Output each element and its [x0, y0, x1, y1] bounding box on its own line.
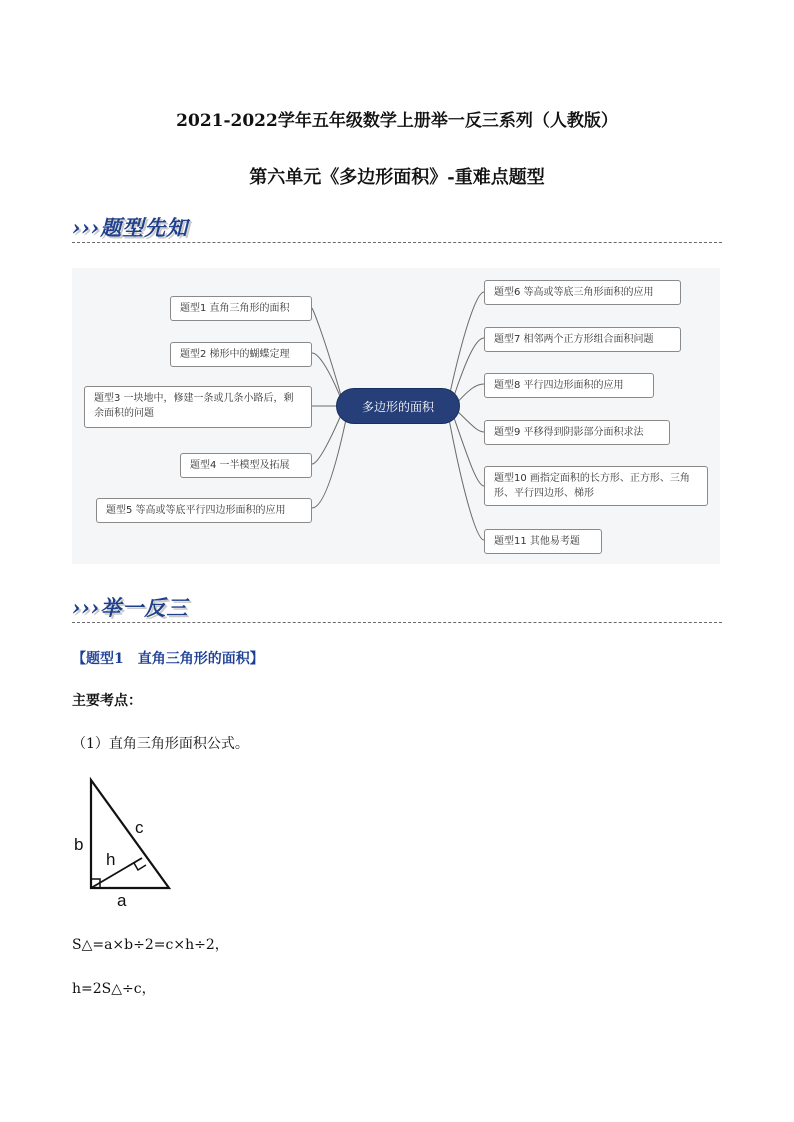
topic-node-10: 题型10 画指定面积的长方形、正方形、三角形、平行四边形、梯形 [484, 466, 708, 506]
topic-heading: 【题型1 直角三角形的面积】 [72, 651, 264, 667]
topic-node-1: 题型1 直角三角形的面积 [170, 296, 312, 321]
connector-left-1 [312, 308, 344, 406]
topic-node-2: 题型2 梯形中的蝴蝶定理 [170, 342, 312, 367]
section-label: ›››举一反三 [72, 595, 189, 620]
connector-left-5 [312, 410, 348, 508]
mind-map-center: 多边形的面积 [336, 388, 460, 424]
key-point-1: （1）直角三角形面积公式。 [72, 736, 249, 752]
dashed-divider [72, 242, 722, 243]
connector-right-9 [456, 410, 484, 432]
area-formula: S△=a×b÷2=c×h÷2， [72, 937, 229, 953]
document-subtitle: 第六单元《多边形面积》-重难点题型 [249, 167, 545, 188]
height-line [91, 858, 142, 888]
connector-right-10 [452, 412, 484, 486]
connector-right-6 [448, 292, 484, 402]
label-a: a [117, 891, 127, 910]
altitude-right-angle-marker [134, 863, 146, 870]
dashed-divider [72, 622, 722, 623]
section-header-practice [72, 590, 722, 630]
connector-right-7 [452, 338, 484, 402]
connector-right-11 [448, 414, 484, 540]
topic-node-11: 题型11 其他易考题 [484, 529, 602, 554]
label-h: h [106, 850, 116, 869]
right-triangle-figure [66, 770, 186, 910]
document-title: 2021-2022学年五年级数学上册举一反三系列（人教版） [176, 111, 618, 131]
label-c: c [135, 818, 144, 837]
section-header-preview [72, 210, 722, 250]
triangle-outline [91, 780, 169, 888]
height-formula: h=2S△÷c， [72, 981, 156, 997]
topic-node-3: 题型3 一块地中，修建一条或几条小路后，剩余面积的问题 [84, 386, 312, 428]
topic-node-8: 题型8 平行四边形面积的应用 [484, 373, 654, 398]
connector-right-8 [456, 384, 484, 404]
topic-node-7: 题型7 相邻两个正方形组合面积问题 [484, 327, 681, 352]
topic-node-5: 题型5 等高或等底平行四边形面积的应用 [96, 498, 312, 523]
topic-node-9: 题型9 平移得到阴影部分面积求法 [484, 420, 670, 445]
key-points-label: 主要考点： [72, 693, 142, 709]
mind-map [72, 268, 720, 564]
topic-node-4: 题型4 一半模型及拓展 [180, 453, 312, 478]
topic-node-6: 题型6 等高或等底三角形面积的应用 [484, 280, 681, 305]
section-label: ›››题型先知 [72, 215, 189, 240]
label-b: b [74, 835, 84, 854]
